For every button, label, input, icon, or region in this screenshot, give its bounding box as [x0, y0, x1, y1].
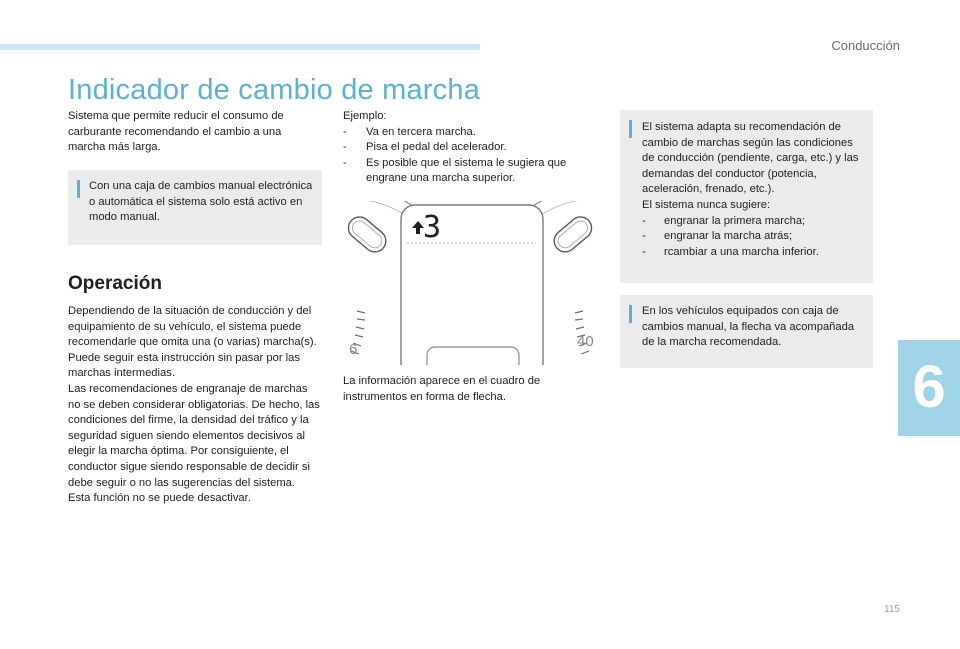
section-label: Conducción [831, 38, 900, 53]
example-list [343, 125, 599, 187]
illustration-caption: La información aparece en el cuadro de instrumentos en forma de flecha. [343, 375, 541, 403]
list-item: - engranar la marcha atrás; [642, 230, 793, 243]
note-marker-icon [629, 120, 632, 138]
operation-paragraph: Dependiendo de la situación de conducción y del equipamiento de su vehículo, el sistema puede recomendarle que omita una (o varias) marcha(s). Puede seguir esta instrucción sin pasar por las marchas intermedias. Las recomendaciones de engranaje de marchas no se deben considerar obligatorias. De hecho, las condiciones del firme, la densidad del tráfico y la seguridad siguen siendo elementos decisivos al elegir la marcha óptima. Por consiguiente, el conductor sigue siendo responsable de decidir si debe seguir o no las sugerencias del sistema. Esta función no se puede desactivar. [68, 305, 320, 505]
note-text: El sistema adapta su recomendación de cambio de marchas según las condiciones de conducción (pendiente, carga, etc.) y las demandas del conductor (potencia, aceleración, frenado, etc.). El sistema nunca sugiere: [642, 121, 859, 211]
instrument-cluster-drawing [343, 201, 599, 365]
list-item: - rcambiar a una marcha inferior. [642, 245, 819, 258]
note-box-mode [68, 170, 322, 245]
note-box-manual-gearbox [620, 295, 873, 368]
page-number: 115 [884, 604, 900, 615]
note-marker-icon [77, 180, 80, 198]
list-item: - Es posible que el sistema le sugiera que engrane una marcha superior. [343, 156, 567, 185]
example-heading: Ejemplo: [343, 110, 387, 122]
note-content [642, 120, 868, 260]
list-item: - engranar la primera marcha; [642, 214, 806, 227]
note-box-adaptation [620, 110, 873, 283]
instrument-cluster-illustration [343, 201, 599, 365]
example-block [343, 109, 599, 187]
never-list [642, 214, 868, 261]
chapter-number: 6 [912, 353, 946, 420]
page-title: Indicador de cambio de marcha [68, 74, 481, 106]
note-text: En los vehículos equipados con caja de cambios manual, la flecha va acompañada de la marcha recomendada. [642, 305, 855, 349]
right-scale-label: 40 [577, 333, 594, 350]
list-item: - Va en tercera marcha. [343, 125, 476, 138]
header-accent-bar [0, 44, 480, 50]
gear-indicator-digit: 3 [423, 210, 442, 245]
list-item: - Pisa el pedal del acelerador. [343, 141, 507, 154]
chapter-tab [898, 340, 960, 436]
note-marker-icon [629, 305, 632, 323]
left-scale-label: 6 [349, 341, 358, 358]
section-heading: Operación [68, 273, 162, 294]
intro-paragraph: Sistema que permite reducir el consumo de carburante recomendando el cambio a una marcha más larga. [68, 110, 284, 154]
note-text: Con una caja de cambios manual electrónica o automática el sistema solo está activo en modo manual. [89, 180, 313, 224]
